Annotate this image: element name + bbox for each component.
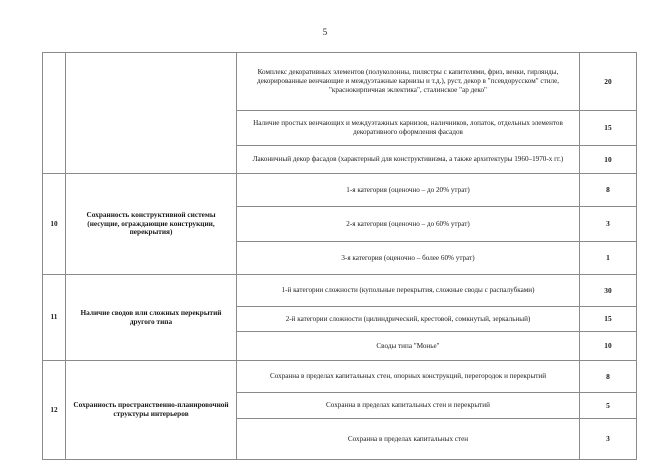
description-cell: 1-я категория (оценочно – до 20% утрат): [237, 174, 580, 207]
value-cell: 10: [580, 332, 637, 361]
description-cell: Сохранна в пределах капитальных стен: [237, 419, 580, 460]
description-cell: 2-й категории сложности (цилиндрический, крестовой, сомкнутый, зеркальный): [237, 307, 580, 332]
value-cell: 15: [580, 307, 637, 332]
criterion-cell: [66, 53, 237, 174]
value-cell: 20: [580, 53, 637, 111]
criterion-title: Сохранность конструктивной системы: [86, 209, 216, 219]
row-number-cell: 10: [43, 174, 66, 275]
criteria-table: [42, 52, 637, 460]
page-number: 5: [322, 28, 328, 38]
description-cell: 1-й категории сложности (купольные перекрытия, сложные своды с распалубками): [237, 275, 580, 307]
row-number-cell: [43, 53, 66, 174]
description-cell: Сохранна в пределах капитальных стен, опорных конструкций, перегородок и перекрытий: [237, 361, 580, 393]
description-cell: Комплекс декоративных элементов (полуколонны, пилястры с капителями, фриз, венки, гирлянды, декорированные венчающие и междуэтажные карнизы и т.д.), руст, декор в "псевдорусском" стиле, "краснокирпичная эклектика", сталинское "ар деко": [237, 53, 580, 111]
row-number-cell: 12: [43, 361, 66, 460]
value-cell: 15: [580, 111, 637, 146]
criterion-cell: [66, 174, 237, 275]
criterion-cell: Сохранность пространственно-планировочной структуры интерьеров: [66, 361, 237, 460]
value-cell: 8: [580, 174, 637, 207]
table-row: [43, 174, 637, 207]
table-row: [43, 53, 637, 111]
row-number-cell: 11: [43, 275, 66, 361]
description-cell: Лаконичный декор фасадов (характерный для конструктивизма, а также архитектуры 1960–1970-х гг.): [237, 146, 580, 174]
description-cell: 2-я категория (оценочно – до 60% утрат): [237, 207, 580, 242]
criterion-cell: Наличие сводов или сложных перекрытий другого типа: [66, 275, 237, 361]
criteria-table-body: [43, 53, 637, 460]
value-cell: 5: [580, 393, 637, 419]
value-cell: 30: [580, 275, 637, 307]
description-cell: Своды типа "Монье": [237, 332, 580, 361]
criterion-subtitle: (несущие, ограждающие конструкции, перекрытия): [87, 218, 215, 237]
value-cell: 8: [580, 361, 637, 393]
table-row: [43, 361, 637, 393]
description-cell: 3-я категория (оценочно – более 60% утрат): [237, 242, 580, 275]
table-row: [43, 275, 637, 307]
value-cell: 10: [580, 146, 637, 174]
value-cell: 3: [580, 207, 637, 242]
criteria-table-container: [42, 52, 612, 460]
description-cell: Наличие простых венчающих и междуэтажных карнизов, наличников, лопаток, отдельных элементов декоративного оформления фасадов: [237, 111, 580, 146]
value-cell: 1: [580, 242, 637, 275]
description-cell: Сохранна в пределах капитальных стен и перекрытий: [237, 393, 580, 419]
value-cell: 3: [580, 419, 637, 460]
